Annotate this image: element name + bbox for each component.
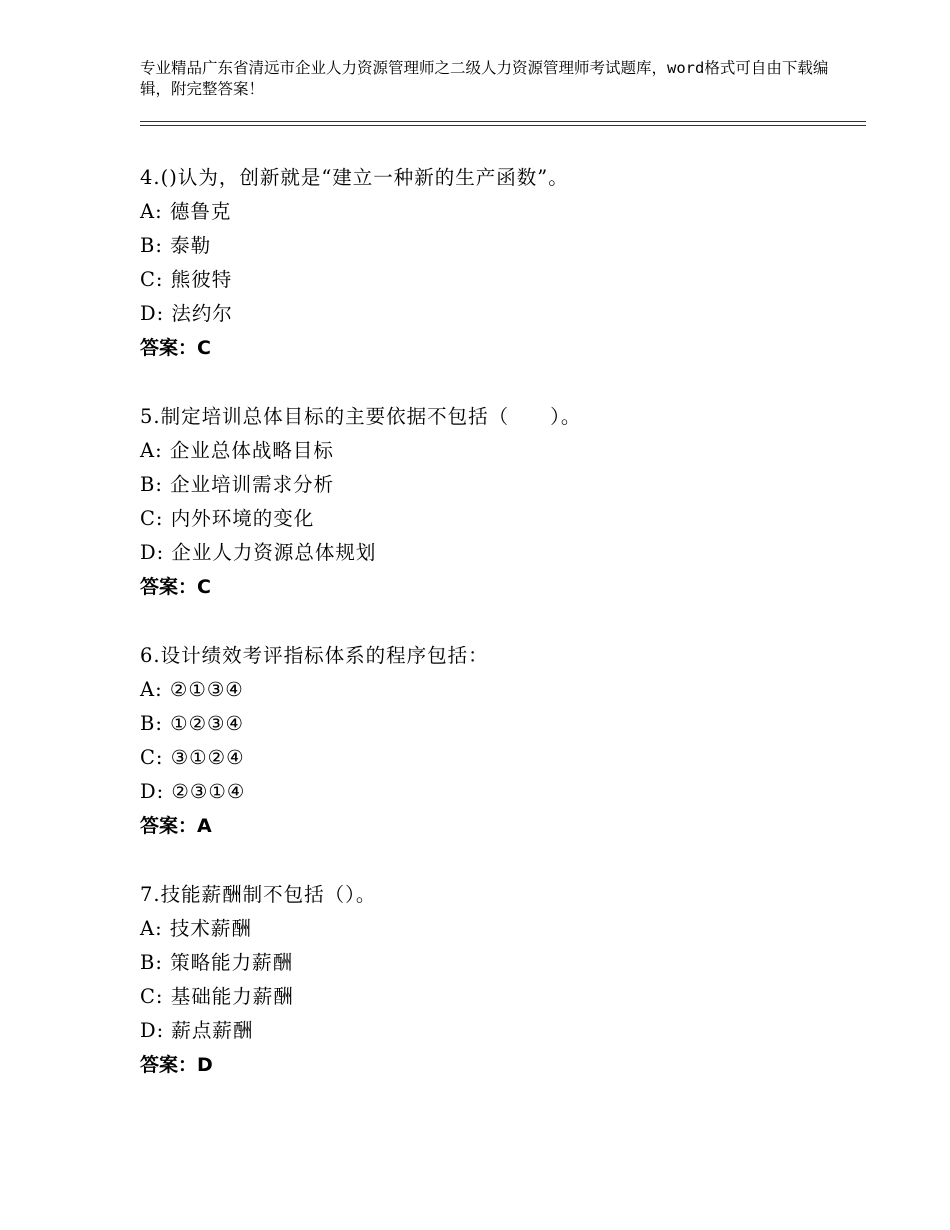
option-b: B: 泰勒 — [140, 234, 212, 257]
question-7 — [140, 878, 860, 1082]
option-a: A: ②①③④ — [140, 678, 244, 701]
option-a: A: 企业总体战略目标 — [140, 439, 334, 462]
answer: 答案：C — [140, 337, 211, 359]
option-d: D: 薪点薪酬 — [140, 1019, 254, 1042]
option-a: A: 技术薪酬 — [140, 917, 252, 940]
question-title: 7.技能薪酬制不包括（）。 — [140, 883, 377, 906]
option-d: D: 法约尔 — [140, 302, 233, 325]
answer: 答案：C — [140, 576, 211, 598]
header-divider-top — [140, 121, 866, 122]
question-title: 4.()认为，创新就是“建立一种新的生产函数”。 — [140, 166, 569, 189]
option-b: B: 企业培训需求分析 — [140, 473, 335, 496]
option-c: C: 基础能力薪酬 — [140, 985, 294, 1008]
option-b: B: 策略能力薪酬 — [140, 951, 294, 974]
answer: 答案：A — [140, 815, 212, 837]
document-header: 专业精品广东省清远市企业人力资源管理师之二级人力资源管理师考试题库，word格式可自由下载编辑，附完整答案！ — [140, 59, 829, 98]
option-a: A: 德鲁克 — [140, 200, 232, 223]
option-b: B: ①②③④ — [140, 712, 245, 735]
option-c: C: 内外环境的变化 — [140, 507, 315, 530]
answer: 答案：D — [140, 1054, 213, 1076]
header-divider-bottom — [140, 125, 866, 126]
option-c: C: ③①②④ — [140, 746, 245, 769]
option-d: D: ②③①④ — [140, 780, 246, 803]
question-6 — [140, 639, 860, 843]
question-title: 6.设计绩效考评指标体系的程序包括： — [140, 644, 489, 667]
question-title: 5.制定培训总体目标的主要依据不包括（ ）。 — [140, 405, 582, 428]
option-c: C: 熊彼特 — [140, 268, 233, 291]
option-d: D: 企业人力资源总体规划 — [140, 541, 377, 564]
question-4 — [140, 161, 860, 365]
question-5 — [140, 400, 860, 604]
